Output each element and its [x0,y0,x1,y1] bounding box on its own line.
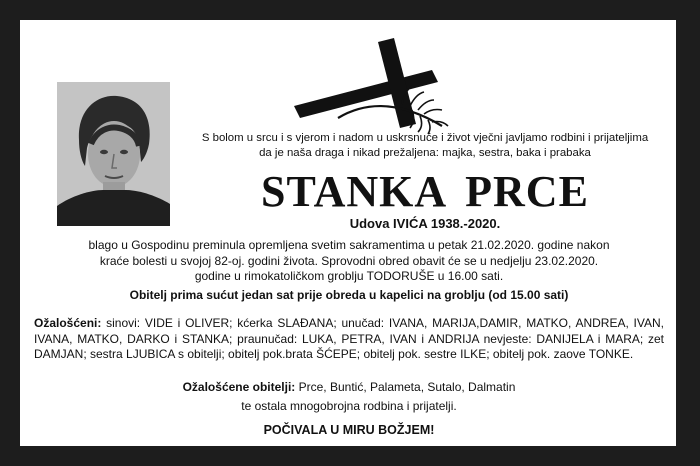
families-section [34,378,664,416]
families-text: Prce, Buntić, Palameta, Sutalo, Dalmatin [295,380,516,394]
body-line: godine u rimokatoličkom groblju TODORUŠE u 16.00 sati. [194,269,504,283]
obituary-card [20,20,676,446]
mourners-paragraph [34,316,664,363]
widow-and-years: Udova IVIĆA 1938.-2020. [349,216,501,231]
cross-with-palm-icon [282,36,462,136]
mourners-label: Ožalošćeni: [34,316,102,330]
portrait-photo [57,82,170,226]
relatives-line: te ostala mnogobrojna rodbina i prijatelji. [241,399,457,413]
announcement-body [34,238,664,303]
body-line: kraće bolesti u svojoj 82-oj. godini života. Sprovodni obred obavit će se u nedjelju 23.02.2020. [99,253,599,268]
families-label: Ožalošćene obitelji: [182,380,296,394]
last-name: PRCE [465,167,589,216]
closing-blessing: POČIVALA U MIRU BOŽJEM! [263,423,435,437]
families-line [34,378,664,397]
intro-text: S bolom u srcu i s vjerom i nadom u uskrsnuće i život vječni javljamo rodbini i prijateljima da je naša draga i nikad prežaljena: majka, sestra, baka i prabaka [201,132,649,159]
mourners-text: sinovi: VIDE i OLIVER; kćerka SLAĐANA; unučad: IVANA, MARIJA,DAMIR, MATKO, ANDREA, IVAN, IVANA, MATKO, DARKO i STANKA; praunučad: LUKA, PETRA, IVAN i ANDRIJA nevjeste: DANIJELA i MARA; zet DAMJAN; sestra LJUBICA s obitelji; obitelj pok.brata ŠĆEPE; obitelj pok. sestre ILKE; obitelj pok. zaove TONKE. [34,316,664,361]
condolence-note: Obitelj prima sućut jedan sat prije obreda u kapelici na groblju (od 15.00 sati) [129,287,569,302]
deceased-name [200,168,650,216]
body-line: blago u Gospodinu preminula opremljena svetim sakramentima u petak 21.02.2020. godine nakon [88,238,610,252]
first-name: STANKA [261,167,448,216]
